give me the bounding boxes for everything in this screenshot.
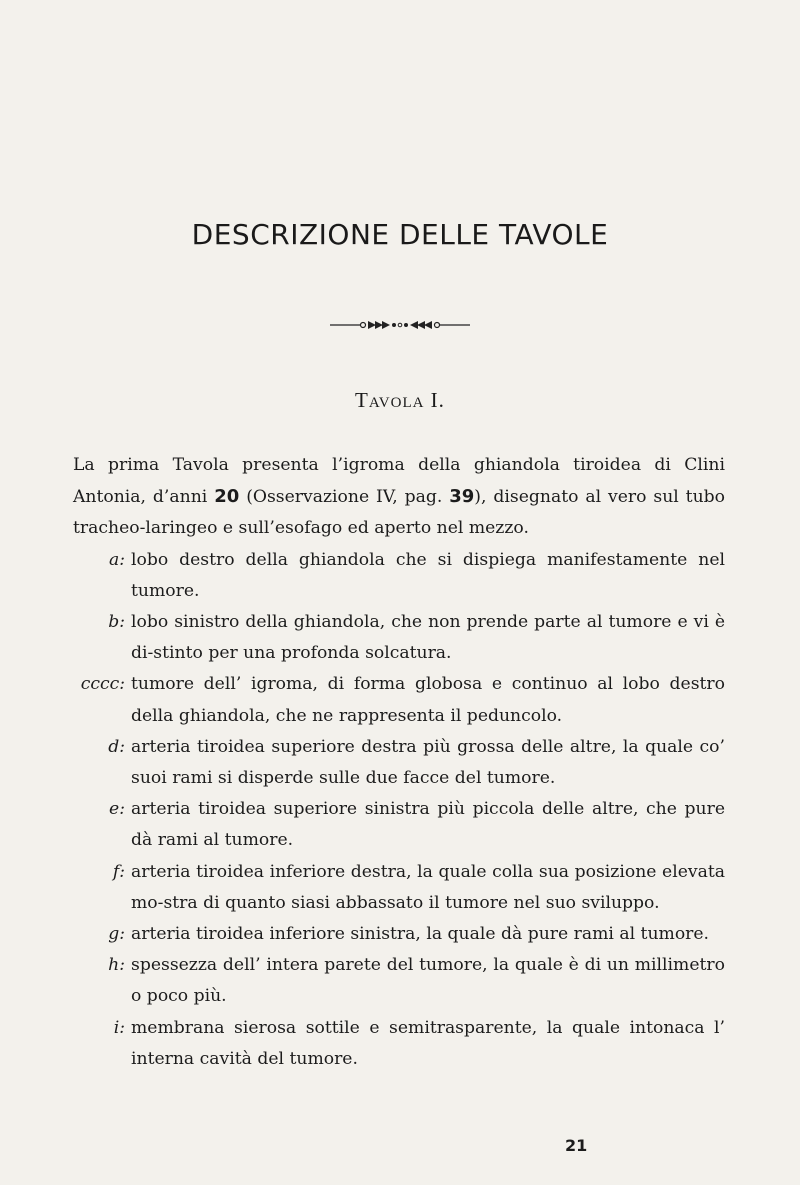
- legend-item: [73, 669, 725, 731]
- intro-page-ref: 39: [449, 486, 475, 508]
- legend-key: cccc:: [80, 674, 125, 695]
- legend-text: lobo sinistro della ghiandola, che non prende parte al tumore e vi è di-stinto per una profonda solcatura.: [131, 612, 725, 664]
- legend-key: d:: [108, 736, 125, 757]
- legend-text: arteria tiroidea inferiore destra, la quale colla sua posizione elevata mo-stra di quanto siasi abbassato il tumore nel suo sviluppo.: [131, 861, 725, 913]
- legend-key: b:: [108, 612, 125, 633]
- legend-item: [73, 794, 725, 856]
- page-number: 21: [565, 1136, 588, 1155]
- section-heading: Tavola I.: [355, 388, 445, 412]
- ornament-divider-icon: [330, 318, 470, 332]
- legend-item: [73, 545, 725, 607]
- legend-key: i:: [113, 1017, 125, 1038]
- legend-item: [73, 1013, 725, 1075]
- legend-item: [73, 950, 725, 1012]
- legend-key: g:: [108, 924, 125, 945]
- intro-part3: ), disegnato al vero sul tubo tracheo-laringeo e sull’esofago ed aperto nel mezzo.: [73, 487, 725, 539]
- legend-text: spessezza dell’ intera parete del tumore, la quale è di un millimetro o poco più.: [131, 955, 725, 1007]
- intro-part1: La prima Tavola presenta l’igroma della ghiandola tiroidea di Clini Antonia, d’anni: [73, 455, 725, 508]
- intro-part2: (Osservazione IV, pag.: [246, 487, 443, 508]
- intro-age: 20: [214, 486, 240, 508]
- legend-text: tumore dell’ igroma, di forma globosa e continuo al lobo destro della ghiandola, che ne rappresenta il peduncolo.: [131, 674, 725, 726]
- legend-text: lobo destro della ghiandola che si dispiega manifestamente nel tumore.: [131, 549, 725, 601]
- legend-key: f:: [112, 861, 125, 882]
- body-text: [73, 450, 725, 1075]
- legend-item: [73, 919, 725, 950]
- legend-text: membrana sierosa sottile e semitrasparente, la quale intonaca l’ interna cavità del tumore.: [131, 1017, 725, 1069]
- legend-key: a:: [108, 549, 125, 570]
- legend-key: e:: [109, 799, 125, 820]
- page-title: DESCRIZIONE DELLE TAVOLE: [191, 218, 609, 251]
- legend-item: [73, 732, 725, 794]
- legend-text: arteria tiroidea superiore destra più grossa delle altre, la quale co’ suoi rami si disperde sulle due facce del tumore.: [131, 736, 725, 789]
- legend-text: arteria tiroidea superiore sinistra più piccola delle altre, che pure dà rami al tumore.: [131, 799, 725, 851]
- legend-key: h:: [108, 955, 125, 976]
- legend-item: [73, 857, 725, 919]
- legend-item: [73, 607, 725, 669]
- legend-text: arteria tiroidea inferiore sinistra, la quale dà pure rami al tumore.: [131, 924, 710, 945]
- intro-paragraph: [73, 450, 725, 545]
